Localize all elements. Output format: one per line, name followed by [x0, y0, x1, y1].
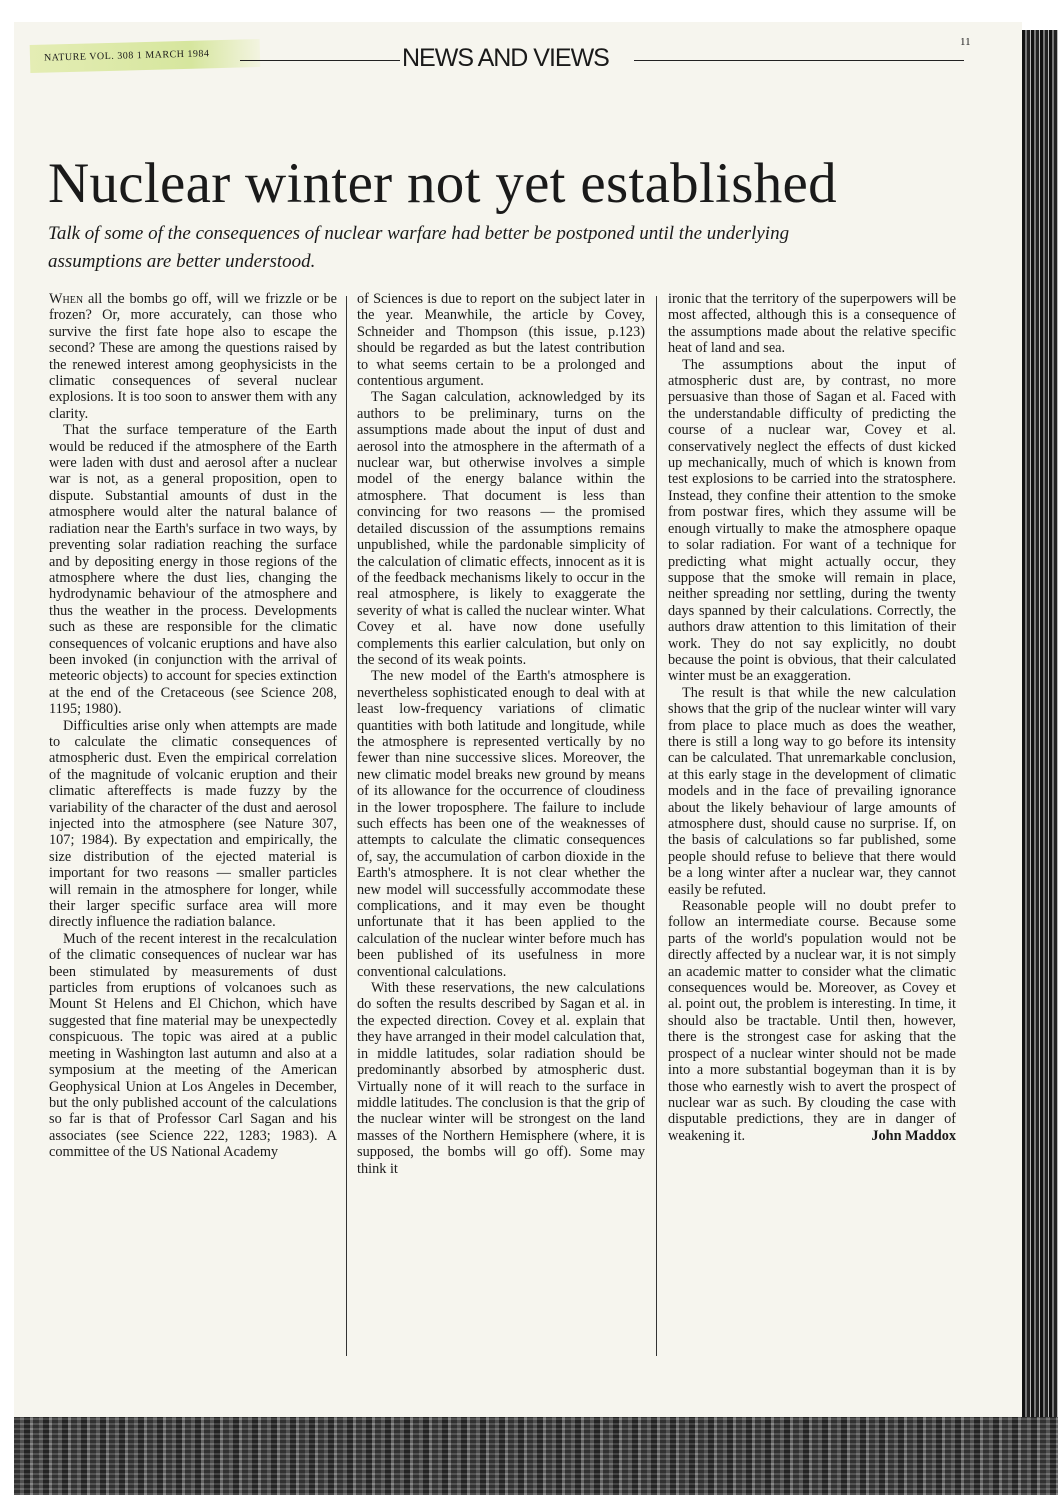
binding-edge — [1022, 30, 1058, 1440]
header-rule-right — [634, 60, 964, 61]
journal-citation: NATURE VOL. 308 1 MARCH 1984 — [30, 39, 261, 73]
paragraph: Much of the recent interest in the recalculation of the climatic consequences of nuclear war has been stimulated by measurements of dust particles from eruptions of volcanoes such as Mount St Helens and El Chichon, which have suggested that fine material may be unexpectedly conspicuous. The topic was aired at a public meeting in Washington last autumn and also at a symposium at the meeting of the American Geophysical Union at Los Angeles in December, but the only published account of the calculations so far is that of Professor Carl Sagan and his associates (see Science 222, 1283; 1983). A committee of the US National Academy — [49, 930, 337, 1161]
column-divider — [346, 296, 347, 1356]
paragraph: Difficulties arise only when attempts are made to calculate the climatic consequences of atmospheric dust. Even the empirical correlation of the magnitude of volcanic eruption and their climatic aftereffects is made fuzzy by the variability of the character of the dust and aerosol injected into the atmosphere (see Nature 307, 107; 1984). By expectation and empirically, the size distribution of the ejected material is important for two reasons — smaller particles will remain in the atmosphere for longer, while their larger specific surface area will more directly influence the radiation balance. — [49, 717, 337, 931]
paragraph: The assumptions about the input of atmospheric dust are, by contrast, no more persuasive than those of Sagan et al. Faced with the understandable difficulty of predicting the course of a nuclear war, Covey et al. conservatively neglect the effects of dust kicked up mechanically, much of which is known from test explosions to be carried into the stratosphere. Instead, they confine their attention to the smoke from postwar fires, which they assume will be enough virtually to make the atmosphere opaque to solar radiation. For want of a technique for predicting what might actually occur, they suppose that the smoke will remain in place, neither spreading nor settling, during the twenty days spanned by their calculations. Correctly, the authors draw attention to this limitation of their work. They do not say explicitly, no doubt because the point is obvious, that their calculated winter must be an exaggeration. — [668, 356, 956, 685]
header-rule-left — [240, 60, 400, 61]
column-2 — [357, 291, 645, 1361]
article-standfirst: Talk of some of the consequences of nuclear warfare had better be postponed until the underlying assumptions are better understood. — [48, 223, 790, 272]
column-divider — [656, 296, 657, 1356]
paragraph: of Sciences is due to report on the subject later in the year. Meanwhile, the article by Covey, Schneider and Thompson (this issue, p.123) should be regarded as but the latest contribution to what seems certain to be a prolonged and contentious argument. — [357, 291, 645, 390]
column-1 — [49, 291, 337, 1361]
scan-border — [14, 1417, 1058, 1495]
paragraph: That the surface temperature of the Earth would be reduced if the atmosphere of the Earth were laden with dust and aerosol after a nuclear war is not, as a general proposition, open to dispute. Substantial amounts of dust in the atmosphere would alter the natural balance of radiation near the Earth's surface in two ways, by preventing solar radiation reaching the surface and by depositing energy in those regions of the atmosphere where the dust lies, changing the hydrodynamic behaviour of the atmosphere and thus the weather in the process. Developments such as these are responsible for the climatic consequences of volcanic eruptions and have also been invoked (in conjunction with the arrival of meteoric objects) to account for species extinction at the end of the Cretaceous (see Science 208, 1195; 1980). — [49, 422, 337, 718]
page-number: 11 — [960, 36, 971, 48]
paragraph: ironic that the territory of the superpowers will be most affected, although this is a consequence of the assumptions made about the relative specific heat of land and sea. — [668, 291, 956, 357]
page-header — [30, 30, 1000, 70]
paragraph: The new model of the Earth's atmosphere is nevertheless sophisticated enough to deal with at least low-frequency variations of climatic quantities with both latitude and longitude, while the atmosphere is represented vertically by no fewer than nine successive slices. Moreover, the new climatic model breaks new ground by means of its allowance for the occurrence of cloudiness in the lower troposphere. The failure to include such effects has been one of the weaknesses of attempts to calculate the climatic consequences of, say, the accumulation of carbon dioxide in the Earth's atmosphere. It is not clear whether the new model will successfully accommodate these complications, and it may even be thought unfortunate that it has been applied to the calculation of the nuclear winter before much has been published of its usefulness in more conventional calculations. — [357, 668, 645, 980]
author-byline: John Maddox — [871, 1128, 956, 1145]
paragraph: The result is that while the new calculation shows that the grip of the nuclear winter will vary from place to place much as does the weather, there is still a long way to go before its intensity can be calculated. That unremarkable conclusion, at this early stage in the development of climatic models and in the face of prevailing ignorance about the likely behaviour of large amounts of atmosphere dust, should cause no surprise. If, on the basis of calculations so far published, some people should refuse to believe that there would be a long winter after a nuclear war, they cannot easily be refuted. — [668, 684, 956, 898]
section-title: NEWS AND VIEWS — [402, 44, 609, 72]
paragraph: Reasonable people will no doubt prefer to follow an intermediate course. Because some parts of the world's population would not be directly affected by a nuclear war, it is not simply an academic matter to consider what the climatic consequences would be. Moreover, as Covey et al. point out, the problem is interesting. In time, it should also be tractable. Until then, however, there is the strongest case for asking that the prospect of a nuclear winter should not be made into a more substantial bogeyman than it is by those who earnestly wish to avert the prospect of nuclear war as such. By clouding the case with disputable predictions, they are in danger of weakening it. — [668, 898, 956, 1144]
article-headline: Nuclear winter not yet established — [48, 152, 837, 215]
paragraph: When all the bombs go off, will we frizzle or be frozen? Or, more accurately, can those who survive the first fate hope also to escape the second? These are among the questions raised by the renewed interest among geophysicists in the climatic consequences of several nuclear explosions. It is too soon to answer them with any clarity. — [49, 291, 337, 422]
column-3 — [668, 291, 956, 1361]
paragraph: The Sagan calculation, acknowledged by its authors to be preliminary, turns on the assumptions made about the input of dust and aerosol into the atmosphere in the aftermath of a nuclear war, but otherwise involves a simple model of the energy balance within the atmosphere. That document is less than convincing for two reasons — the promised detailed discussion of the assumptions remains unpublished, while the pardonable simplicity of the calculation of climatic effects, innocent as it is of the feedback mechanisms likely to occur in the real atmosphere, is likely to exaggerate the severity of what is called the nuclear winter. What Covey et al. have now done usefully complements this earlier calculation, but only on the second of its weak points. — [357, 389, 645, 668]
dropcap-word: When — [49, 291, 84, 307]
paragraph: With these reservations, the new calculations do soften the results described by Sagan et al. in the expected direction. Covey et al. explain that they have arranged in their model calculation that, in middle latitudes, solar radiation should be predominantly absorbed by atmospheric dust. Virtually none of it will reach to the surface in middle latitudes. The conclusion is that the grip of the nuclear winter will be strongest on the land masses of the Northern Hemisphere (where, it is supposed, the bombs will go off). Some may think it — [357, 980, 645, 1177]
